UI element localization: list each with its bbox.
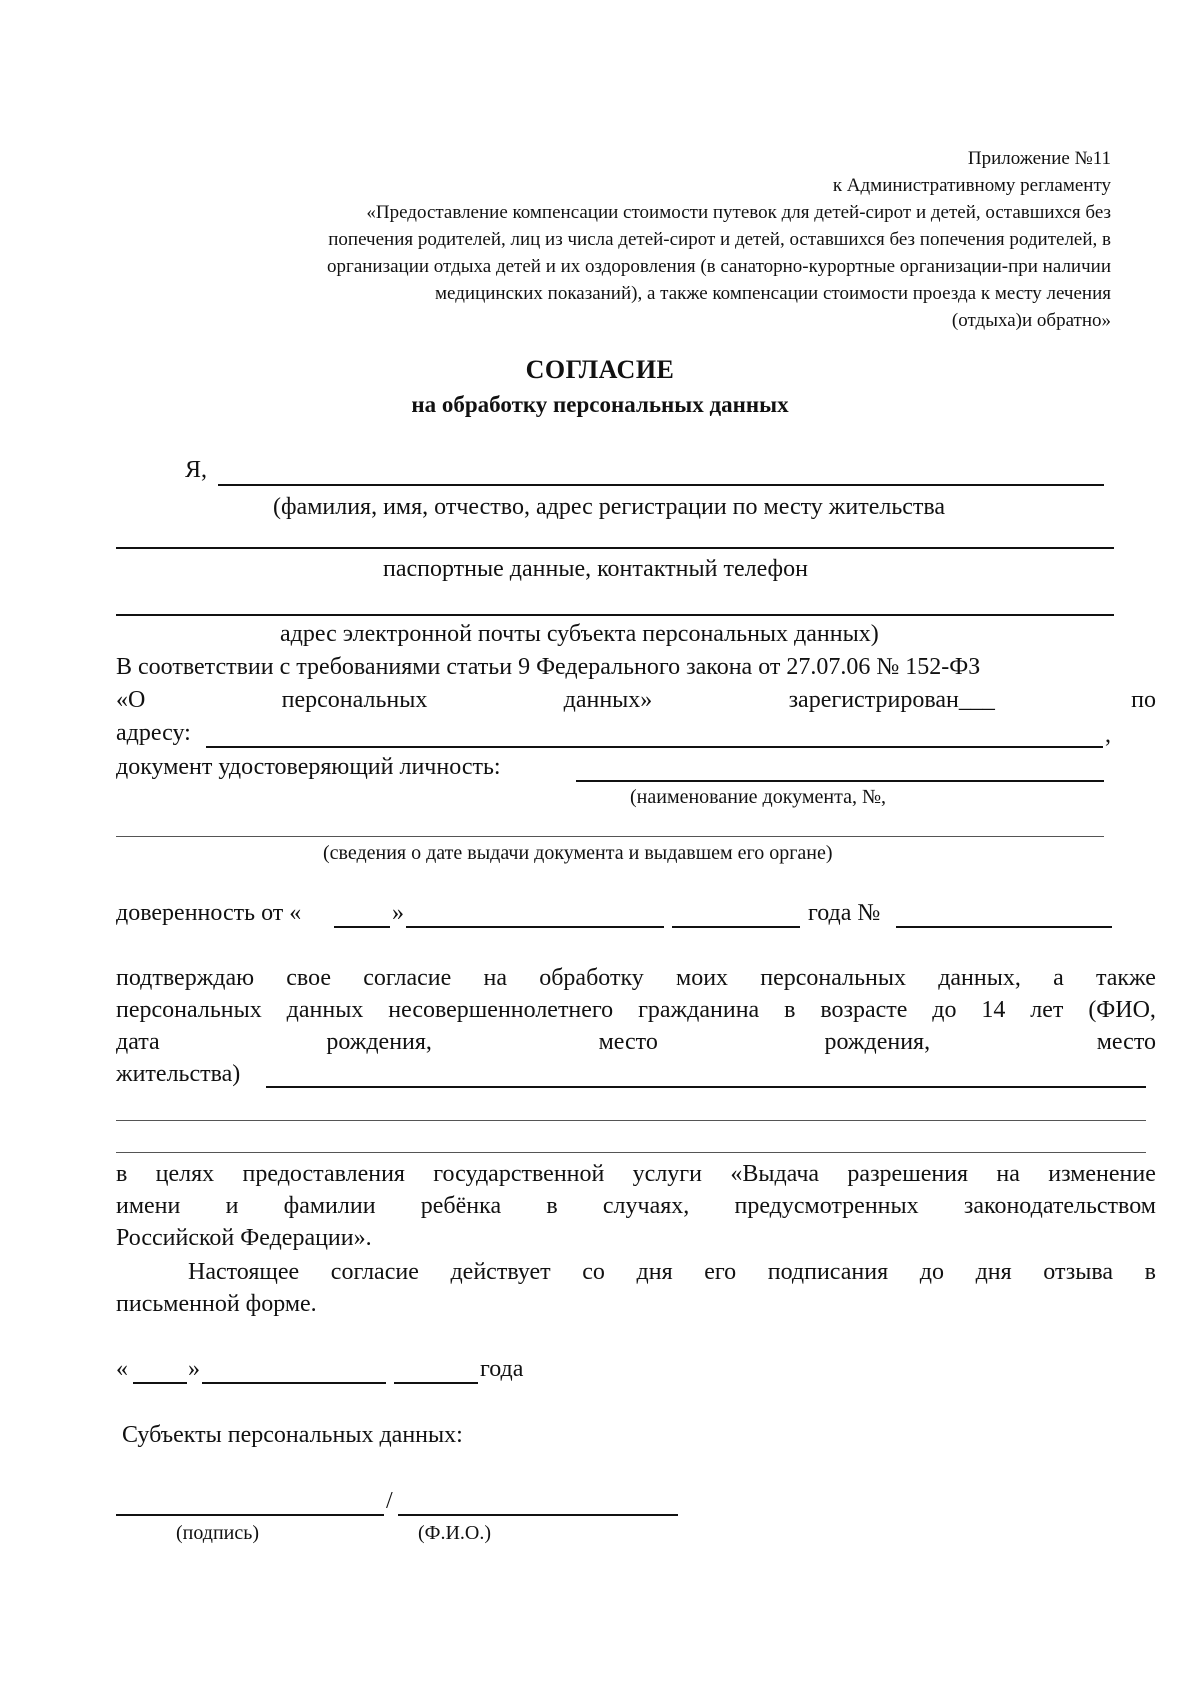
- word: государственной: [433, 1161, 605, 1187]
- word: персональных: [760, 965, 906, 991]
- word: законодательством: [963, 1193, 1156, 1219]
- word: отзыва: [1043, 1259, 1114, 1285]
- appendix-line: к Административному регламенту: [832, 175, 1111, 196]
- proxy-day-field[interactable]: [334, 926, 390, 928]
- id-document-label: документ удостоверяющий личность:: [116, 754, 501, 780]
- proxy-year-label: года №: [808, 900, 881, 926]
- word: место: [1096, 1029, 1156, 1055]
- minor-info-field[interactable]: [266, 1086, 1146, 1088]
- proxy-quote-close: »: [392, 900, 404, 926]
- purpose-line: Российской Федерации».: [116, 1225, 372, 1251]
- word: место: [598, 1029, 658, 1055]
- email-hint: адрес электронной почты субъекта персональных данных): [280, 621, 879, 647]
- law-word: данных»: [563, 687, 653, 713]
- date-quote-close: »: [188, 1356, 200, 1382]
- consent-line: жительства): [116, 1061, 241, 1087]
- validity-line: [116, 1256, 1156, 1288]
- address-comma: ,: [1105, 722, 1111, 748]
- subjects-label: Субъекты персональных данных:: [122, 1422, 463, 1448]
- word: данных: [286, 997, 364, 1023]
- appendix-line: (отдыха)и обратно»: [951, 310, 1111, 331]
- ya-label: Я,: [185, 457, 208, 483]
- word: предусмотренных: [734, 1193, 919, 1219]
- word: несовершеннолетнего: [388, 997, 614, 1023]
- word: подтверждаю: [116, 965, 255, 991]
- word: Настоящее: [188, 1259, 300, 1285]
- doc-name-hint: (наименование документа, №,: [630, 786, 887, 808]
- fio-signature-hint: (Ф.И.О.): [418, 1522, 492, 1544]
- word: ребёнка: [420, 1193, 502, 1219]
- word: (ФИО,: [1088, 997, 1156, 1023]
- signature-slash: /: [386, 1488, 393, 1514]
- word: подписания: [767, 1259, 889, 1285]
- word: со: [582, 1259, 605, 1285]
- word: данных,: [938, 965, 1021, 991]
- word: согласие: [330, 1259, 419, 1285]
- word: до: [932, 997, 957, 1023]
- law-name-line: [116, 685, 1156, 715]
- minor-info-field-2[interactable]: [116, 1120, 1146, 1121]
- address-label: адресу:: [116, 720, 191, 746]
- word: в: [116, 1161, 128, 1187]
- signature-hint: (подпись): [176, 1522, 260, 1544]
- word: гражданина: [638, 997, 760, 1023]
- word: рождения,: [326, 1029, 432, 1055]
- passport-field[interactable]: [116, 547, 1114, 549]
- word: в: [784, 997, 796, 1023]
- word: до: [919, 1259, 944, 1285]
- law-reference-line: В соответствии с требованиями статьи 9 Федерального закона от 27.07.06 № 152-ФЗ: [116, 654, 981, 680]
- document-title: СОГЛАСИЕ: [525, 355, 675, 384]
- word: случаях,: [602, 1193, 690, 1219]
- proxy-number-field[interactable]: [896, 926, 1112, 928]
- word: фамилии: [283, 1193, 376, 1219]
- word: в: [546, 1193, 558, 1219]
- word: персональных: [116, 997, 262, 1023]
- purpose-line: [116, 1158, 1156, 1190]
- law-word: персональных: [281, 687, 428, 713]
- word: его: [704, 1259, 737, 1285]
- word: действует: [450, 1259, 551, 1285]
- consent-line: [116, 994, 1156, 1026]
- word: лет: [1030, 997, 1064, 1023]
- address-field[interactable]: [206, 746, 1103, 748]
- appendix-line: Приложение №11: [967, 148, 1111, 169]
- date-month-field[interactable]: [202, 1382, 386, 1384]
- consent-line: [116, 962, 1156, 994]
- proxy-label: доверенность от «: [116, 900, 302, 926]
- email-field[interactable]: [116, 614, 1114, 616]
- validity-line: письменной форме.: [116, 1291, 317, 1317]
- consent-paragraph: [116, 962, 1156, 1090]
- word: моих: [676, 965, 729, 991]
- appendix-line: организации отдыха детей и их оздоровления (в санаторно-курортные организации-при наличии: [327, 256, 1111, 277]
- fio-signature-field[interactable]: [398, 1514, 678, 1516]
- word: возрасте: [820, 997, 908, 1023]
- word: изменение: [1048, 1161, 1156, 1187]
- word: услуги: [632, 1161, 702, 1187]
- appendix-header: [111, 145, 1111, 334]
- id-document-field[interactable]: [576, 780, 1104, 782]
- word: также: [1095, 965, 1156, 991]
- word: разрешения: [847, 1161, 969, 1187]
- word: в: [1144, 1259, 1156, 1285]
- appendix-line: «Предоставление компенсации стоимости путевок для детей-сирот и детей, оставшихся без: [366, 202, 1111, 223]
- proxy-year-field[interactable]: [672, 926, 800, 928]
- word: свое: [286, 965, 332, 991]
- word: дня: [636, 1259, 673, 1285]
- law-word: «О: [116, 687, 146, 713]
- doc-issue-hint: (сведения о дате выдачи документа и выдавшем его органе): [323, 842, 833, 864]
- appendix-line: попечения родителей, лиц из числа детей-сирот и детей, оставшихся без попечения родителей, в: [328, 229, 1111, 250]
- appendix-line: медицинских показаний), а также компенсации стоимости проезда к месту лечения: [435, 283, 1111, 304]
- validity-paragraph: [116, 1256, 1156, 1320]
- doc-issue-field[interactable]: [116, 836, 1104, 837]
- word: дня: [975, 1259, 1012, 1285]
- word: имени: [116, 1193, 181, 1219]
- passport-hint: паспортные данные, контактный телефон: [383, 556, 808, 582]
- date-day-field[interactable]: [133, 1382, 187, 1384]
- date-year-field[interactable]: [394, 1382, 478, 1384]
- word: предоставления: [242, 1161, 405, 1187]
- minor-info-field-3[interactable]: [116, 1152, 1146, 1153]
- word: обработку: [539, 965, 644, 991]
- date-quote-open: «: [116, 1356, 128, 1382]
- purpose-paragraph: [116, 1158, 1156, 1254]
- date-year-label: года: [480, 1356, 524, 1382]
- word: 14: [981, 997, 1006, 1023]
- fio-field[interactable]: [218, 484, 1104, 486]
- signature-field[interactable]: [116, 1514, 384, 1516]
- purpose-line: [116, 1190, 1156, 1222]
- word: рождения,: [824, 1029, 931, 1055]
- document-subtitle: на обработку персональных данных: [411, 392, 789, 417]
- law-word: зарегистрирован___: [788, 687, 995, 713]
- word: согласие: [363, 965, 452, 991]
- fio-hint: (фамилия, имя, отчество, адрес регистрации по месту жительства: [273, 494, 946, 520]
- word: и: [225, 1193, 239, 1219]
- word: «Выдача: [730, 1161, 820, 1187]
- word: дата: [116, 1029, 160, 1055]
- proxy-month-field[interactable]: [406, 926, 664, 928]
- word: на: [996, 1161, 1020, 1187]
- law-word: по: [1131, 687, 1156, 713]
- word: на: [483, 965, 508, 991]
- consent-line: [116, 1026, 1156, 1058]
- word: а: [1053, 965, 1064, 991]
- word: целях: [155, 1161, 215, 1187]
